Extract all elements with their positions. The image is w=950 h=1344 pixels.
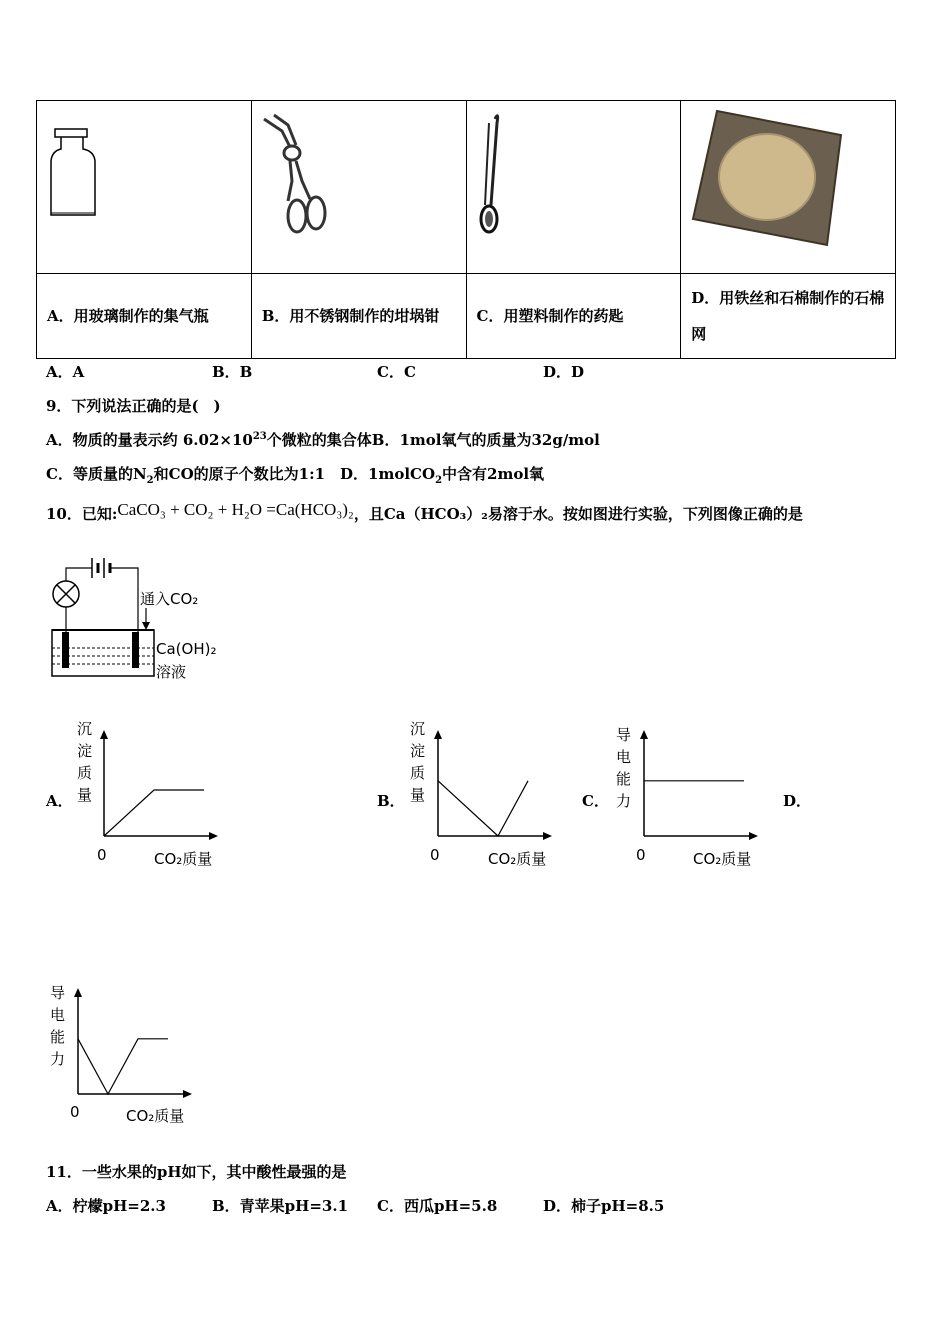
q10-option-c: C． bbox=[582, 792, 609, 810]
q8-option-b: B．B bbox=[212, 363, 253, 381]
cell-d-text: D．用铁丝和石棉制作的石棉网 bbox=[681, 274, 896, 359]
chart-b-xlabel: CO₂质量 bbox=[488, 850, 547, 868]
cell-a-text: A．用玻璃制作的集气瓶 bbox=[37, 274, 252, 359]
bulb-icon bbox=[53, 581, 79, 607]
chart-c-xlabel: CO₂质量 bbox=[693, 850, 752, 868]
q9-line-c-sub2: 2 bbox=[435, 475, 443, 486]
label-solution-formula: Ca(OH)₂ bbox=[156, 640, 217, 658]
q9-line-c-post2: 中含有2mol氧 bbox=[442, 465, 545, 483]
chart-c-ylabel bbox=[616, 724, 634, 812]
chart-a-series-line bbox=[104, 790, 204, 836]
chart-a-ylabel bbox=[77, 718, 95, 806]
chart-a-y-arrow-icon bbox=[100, 730, 108, 739]
chart-b-ylabel bbox=[410, 718, 428, 806]
chart-a-ylabel-char: 沉 bbox=[77, 720, 93, 738]
chart-b-ylabel-char: 质 bbox=[410, 764, 426, 782]
chart-d-series-line bbox=[78, 1039, 168, 1094]
crucible-tongs-cell bbox=[251, 101, 466, 274]
q8-option-a: A．A bbox=[46, 363, 85, 381]
chart-b-series-line bbox=[438, 781, 528, 836]
tools-table bbox=[36, 100, 896, 359]
chart-d-x-arrow-icon bbox=[183, 1090, 192, 1098]
reaction-formula: CaCO₃ + CO₂ + H₂O =Ca(HCO₃)₂ bbox=[117, 500, 354, 519]
q10-stem-post: ，且Ca（HCO₃）₂易溶于水。按如图进行实验，下列图像正确的是 bbox=[353, 505, 803, 523]
q10-option-d: D． bbox=[783, 792, 812, 810]
q8-option-d: D．D bbox=[543, 363, 585, 381]
chart-a bbox=[96, 724, 220, 844]
q10-stem bbox=[46, 500, 926, 533]
q11-option-d: D．柿子pH=8.5 bbox=[543, 1197, 665, 1215]
chart-d-xlabel: CO₂质量 bbox=[126, 1107, 185, 1125]
q11-option-a: A．柠檬pH=2.3 bbox=[46, 1197, 166, 1215]
asbestos-gauze-cell bbox=[681, 101, 896, 274]
medicine-spoon-cell bbox=[466, 101, 681, 274]
gas-bottle-icon bbox=[37, 101, 251, 273]
arrow-down-icon bbox=[142, 622, 150, 630]
q9-line-ab bbox=[46, 429, 600, 450]
chart-a-xlabel: CO₂质量 bbox=[154, 850, 213, 868]
q9-stem: 9．下列说法正确的是( ) bbox=[46, 397, 221, 415]
q9-line-a-pre: A．物质的量表示约 6.02×10 bbox=[46, 431, 253, 449]
q9-line-c-pre: C．等质量的N bbox=[46, 465, 147, 483]
chart-a-x-arrow-icon bbox=[209, 832, 218, 840]
q10-option-b: B． bbox=[377, 792, 405, 810]
q10-stem-pre: 10．已知: bbox=[46, 505, 118, 523]
q9-line-c-sub: 2 bbox=[146, 475, 154, 486]
chart-d-ylabel-char: 力 bbox=[50, 1050, 66, 1068]
label-solution-word: 溶液 bbox=[156, 663, 187, 681]
chart-d-y-arrow-icon bbox=[74, 988, 82, 997]
q9-line-a-sup: 23 bbox=[252, 431, 267, 442]
cell-c-text: C．用塑料制作的药匙 bbox=[466, 274, 681, 359]
q9-line-c-post: 和CO的原子个数比为1:1 D．1molCO bbox=[153, 465, 436, 483]
chart-b-ylabel-char: 量 bbox=[410, 786, 426, 804]
chart-b bbox=[430, 724, 554, 844]
chart-d-ylabel-char: 能 bbox=[50, 1028, 66, 1046]
apparatus-diagram bbox=[44, 552, 244, 686]
chart-c-origin: 0 bbox=[636, 846, 646, 864]
q8-option-c: C．C bbox=[377, 363, 416, 381]
chart-b-ylabel-char: 沉 bbox=[410, 720, 426, 738]
chart-b-ylabel-char: 淀 bbox=[410, 742, 426, 760]
q9-line-cd bbox=[46, 463, 544, 486]
q11-option-b: B．青苹果pH=3.1 bbox=[212, 1197, 349, 1215]
chart-a-ylabel-char: 淀 bbox=[77, 742, 93, 760]
chart-c-ylabel-char: 电 bbox=[616, 748, 632, 766]
chart-c-ylabel-char: 导 bbox=[616, 726, 632, 744]
chart-d-ylabel bbox=[50, 982, 68, 1070]
chart-b-origin: 0 bbox=[430, 846, 440, 864]
crucible-tongs-icon bbox=[252, 101, 466, 273]
q11-option-c: C．西瓜pH=5.8 bbox=[377, 1197, 498, 1215]
battery-icon bbox=[92, 558, 110, 578]
chart-d-ylabel-char: 电 bbox=[50, 1006, 66, 1024]
chart-c-ylabel-char: 力 bbox=[616, 792, 632, 810]
chart-c bbox=[636, 724, 760, 844]
chart-a-ylabel-char: 量 bbox=[77, 786, 93, 804]
chart-b-x-arrow-icon bbox=[543, 832, 552, 840]
chart-c-y-arrow-icon bbox=[640, 730, 648, 739]
cell-b-text: B．用不锈钢制作的坩埚钳 bbox=[251, 274, 466, 359]
chart-b-y-arrow-icon bbox=[434, 730, 442, 739]
chart-d-ylabel-char: 导 bbox=[50, 984, 66, 1002]
chart-a-origin: 0 bbox=[97, 846, 107, 864]
chart-d-origin: 0 bbox=[70, 1103, 80, 1121]
chart-c-ylabel-char: 能 bbox=[616, 770, 632, 788]
asbestos-gauze-icon bbox=[681, 101, 895, 273]
chart-a-ylabel-char: 质 bbox=[77, 764, 93, 782]
label-co2-inlet: 通入CO₂ bbox=[140, 590, 199, 608]
q11-stem: 11．一些水果的pH如下，其中酸性最强的是 bbox=[46, 1163, 347, 1181]
medicine-spoon-icon bbox=[467, 101, 681, 273]
chart-c-x-arrow-icon bbox=[749, 832, 758, 840]
chart-d bbox=[70, 982, 194, 1102]
q10-option-a: A． bbox=[46, 792, 73, 810]
gas-bottle-cell bbox=[37, 101, 252, 274]
q9-line-a-post: 个微粒的集合体B．1mol氧气的质量为32g/mol bbox=[266, 431, 600, 449]
